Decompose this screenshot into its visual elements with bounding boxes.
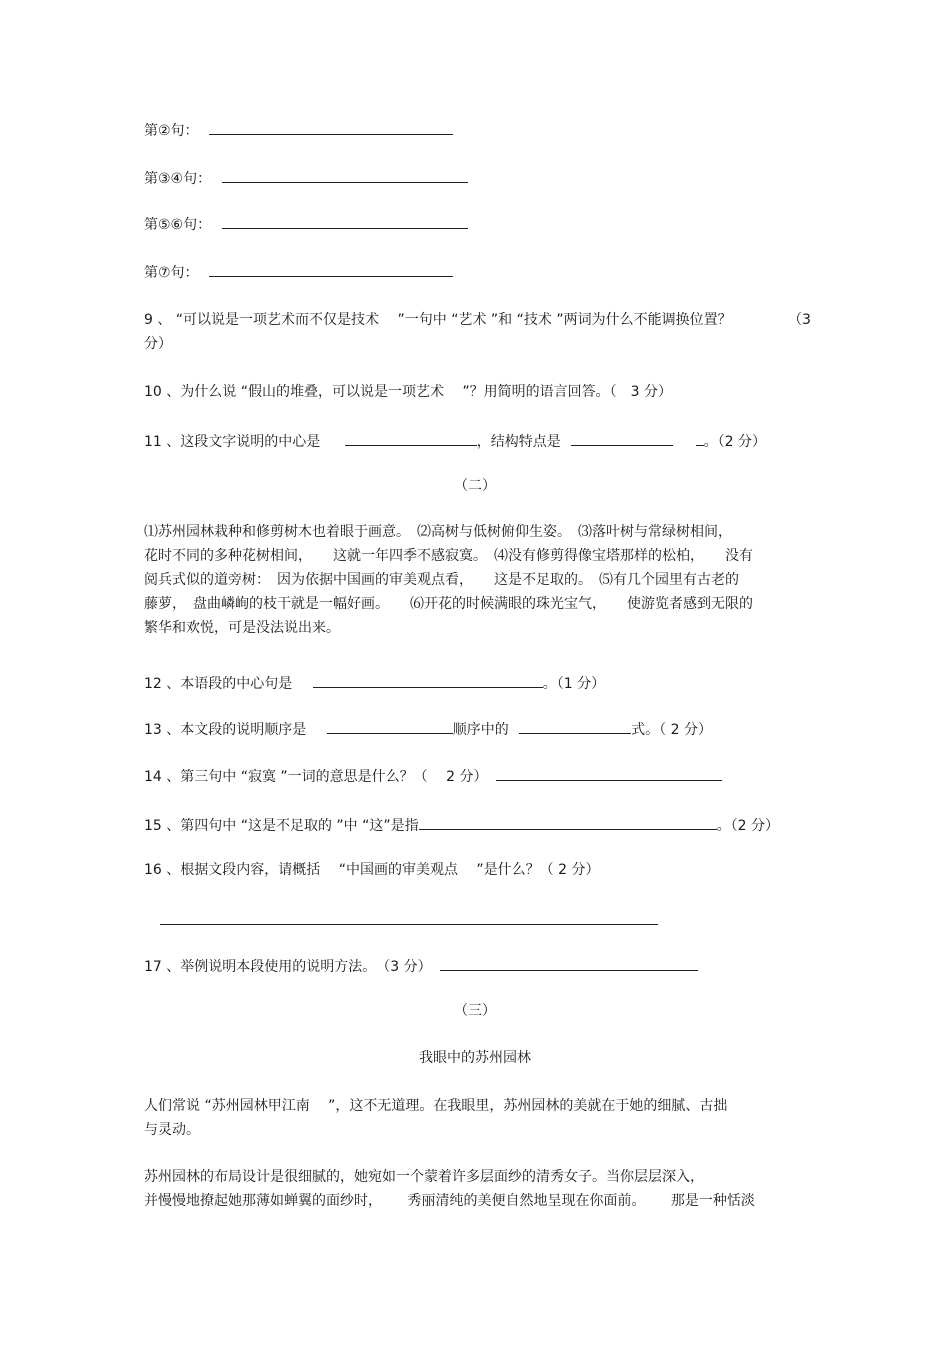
- question-9-score: （3: [788, 312, 811, 328]
- question-14-prefix: 14 、第三句中 “寂寞 ”一词的意思是什么？（ 2 分）: [144, 769, 488, 785]
- passage-line: ⑴苏州园林栽种和修剪树木也着眼于画意。 ⑵高树与低树俯仰生姿。 ⑶落叶树与常绿树相间，: [144, 524, 732, 540]
- question-11-suffix: 。（2 分）: [703, 434, 766, 450]
- section-heading-2: （二）: [454, 478, 496, 494]
- answer-blank[interactable]: [160, 910, 658, 925]
- answer-blank[interactable]: [419, 815, 717, 830]
- answer-blank[interactable]: [571, 431, 673, 446]
- passage-line: 阅兵式似的道旁树： 因为依据中国画的审美观点看， 这是不足取的。 ⑸有几个园里有古老的: [144, 572, 739, 588]
- passage-line: 花时不同的多种花树相间， 这就一年四季不感寂寞。 ⑷没有修剪得像宝塔那样的松柏， 没有: [144, 548, 753, 564]
- answer-blank[interactable]: [327, 719, 453, 734]
- answer-blank[interactable]: [345, 431, 477, 446]
- fill-label: 第⑦句：: [144, 265, 199, 281]
- question-17: [144, 956, 698, 976]
- fill-line-5-6: [144, 214, 468, 234]
- question-12-prefix: 12 、本语段的中心句是: [144, 676, 293, 692]
- answer-blank[interactable]: [519, 719, 631, 734]
- section-heading-3: （三）: [454, 1003, 496, 1019]
- question-14: [144, 766, 722, 786]
- passage-line: 苏州园林的布局设计是很细腻的，她宛如一个蒙着许多层面纱的清秀女子。当你层层深入，: [144, 1169, 704, 1185]
- passage-line: 繁华和欢悦，可是没法说出来。: [144, 620, 340, 636]
- passage-line: 与灵动。: [144, 1122, 200, 1138]
- answer-blank[interactable]: [209, 262, 453, 277]
- passage-3-paragraph-1: [144, 1094, 727, 1142]
- answer-blank[interactable]: [222, 214, 468, 229]
- answer-blank[interactable]: [209, 120, 453, 135]
- fill-line-7: [144, 262, 453, 282]
- question-11-prefix: 11 、这段文字说明的中心是: [144, 434, 321, 450]
- question-12-suffix: 。（1 分）: [542, 676, 606, 692]
- question-11-mid: ，结构特点是: [476, 434, 561, 450]
- question-12: [144, 673, 605, 693]
- passage-2: [144, 520, 753, 640]
- question-13-prefix: 13 、本文段的说明顺序是: [144, 722, 307, 738]
- question-9: [144, 311, 732, 329]
- answer-blank[interactable]: [696, 431, 704, 446]
- question-13-mid: 顺序中的: [452, 722, 509, 738]
- article-title: 我眼中的苏州园林: [419, 1050, 531, 1066]
- question-17-prefix: 17 、举例说明本段使用的说明方法。 （3 分）: [144, 959, 432, 975]
- answer-blank[interactable]: [496, 766, 722, 781]
- answer-blank[interactable]: [440, 956, 698, 971]
- fill-line-3-4: [144, 168, 468, 188]
- passage-3-paragraph-2: [144, 1165, 755, 1213]
- question-10: 10 、为什么说 “假山的堆叠，可以说是一项艺术 ”？用简明的语言回答。（ 3 分）: [144, 384, 673, 400]
- fill-label: 第③④句：: [144, 171, 212, 187]
- fill-label: 第②句：: [144, 123, 199, 139]
- question-9-score-cont: 分）: [144, 336, 172, 352]
- answer-blank[interactable]: [222, 168, 468, 183]
- fill-line-2: [144, 120, 453, 140]
- passage-line: 人们常说 “苏州园林甲江南 ”，这不无道理。在我眼里，苏州园林的美就在于她的细腻、古拙: [144, 1098, 728, 1114]
- question-9-text: 9 、 “可以说是一项艺术而不仅是技术 ”一句中 “艺术 ”和 “技术 ”两词为什么不能调换位置？: [144, 312, 732, 328]
- passage-line: 藤萝， 盘曲嶙峋的枝干就是一幅好画。 ⑹开花的时候满眼的珠光宝气， 使游览者感到无限的: [144, 596, 753, 612]
- question-16: 16 、根据文段内容，请概括 “中国画的审美观点 ”是什么？（ 2 分）: [144, 862, 600, 878]
- question-11: [144, 431, 766, 451]
- answer-blank[interactable]: [313, 673, 543, 688]
- passage-line: 并慢慢地撩起她那薄如蝉翼的面纱时， 秀丽清纯的美便自然地呈现在你面前。 那是一种恬淡: [144, 1193, 755, 1209]
- fill-label: 第⑤⑥句：: [144, 217, 212, 233]
- question-13: [144, 719, 712, 739]
- question-13-suffix: 式。（ 2 分）: [631, 722, 712, 738]
- question-16-answer-line[interactable]: [160, 910, 658, 930]
- question-15-prefix: 15 、第四句中 “这是不足取的 ”中 “这”是指: [144, 818, 419, 834]
- question-15-suffix: 。（2 分）: [716, 818, 779, 834]
- question-15: [144, 815, 779, 835]
